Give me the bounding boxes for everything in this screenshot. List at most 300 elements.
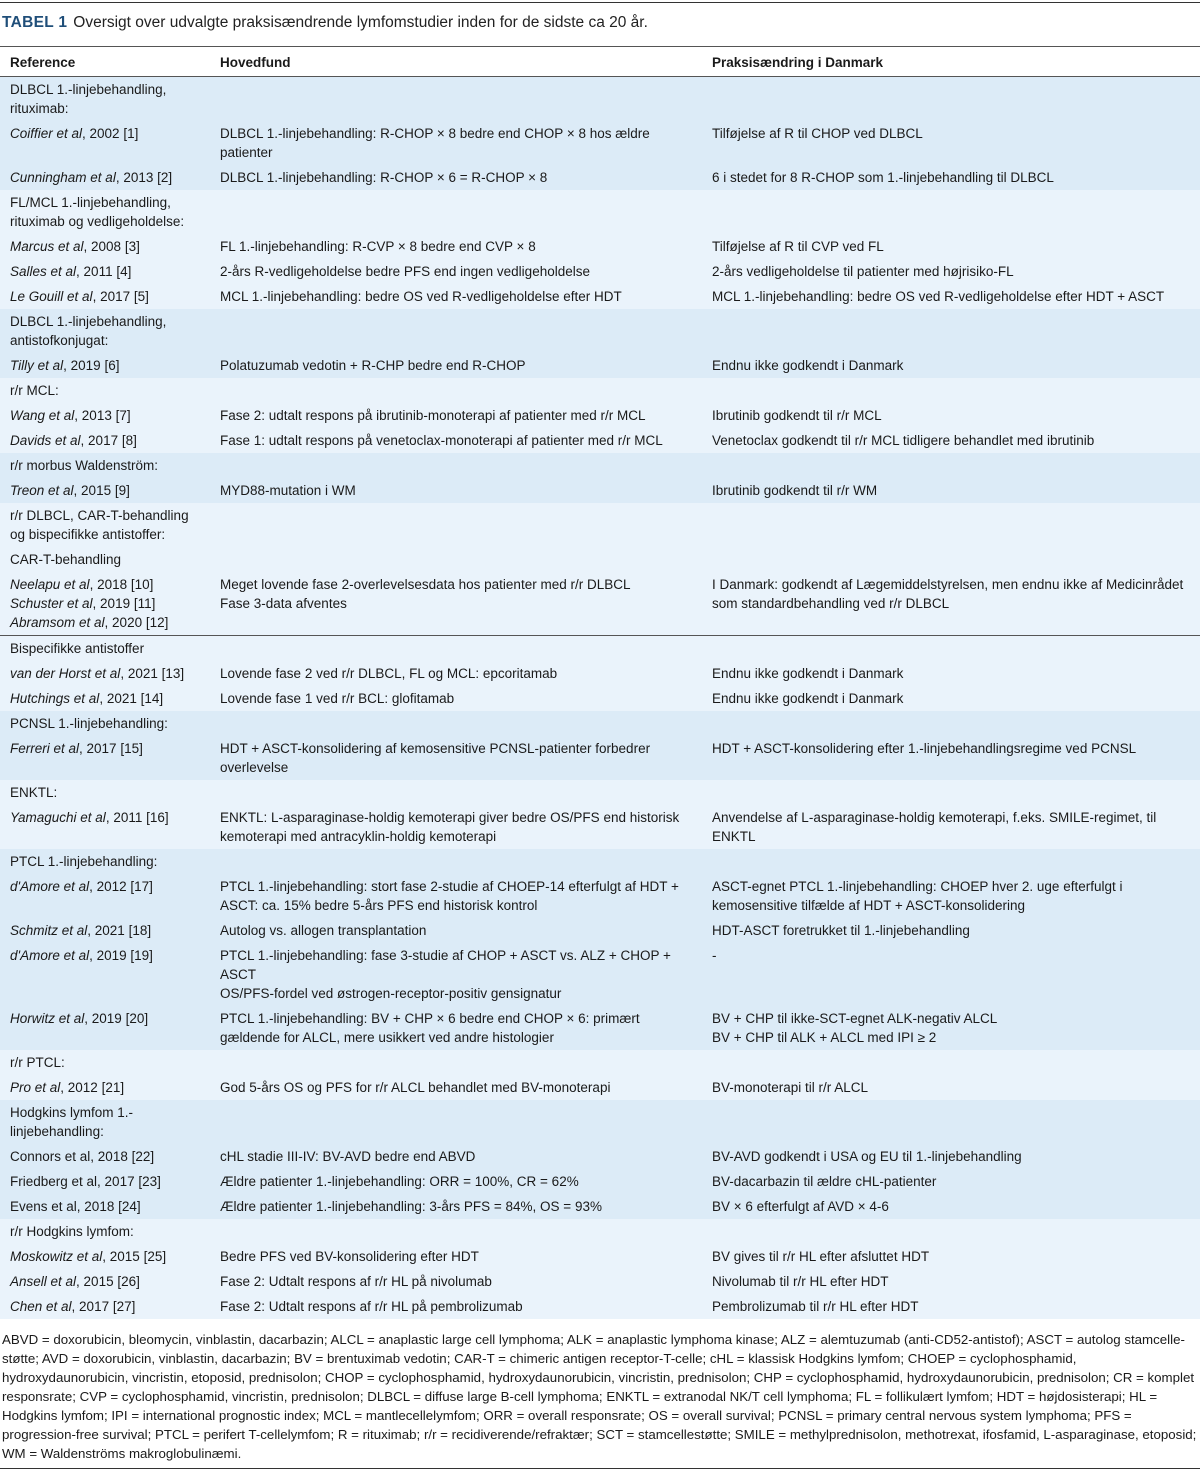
table-row — [0, 1169, 1200, 1194]
table-row — [0, 918, 1200, 943]
reference-author: Connors et al — [10, 1149, 91, 1164]
table-row — [0, 353, 1200, 378]
practice-change-cell — [702, 943, 1200, 1006]
reference-year: , 2013 [7] — [74, 408, 131, 423]
practice-change-cell — [702, 353, 1200, 378]
reference-author: Friedberg et al — [10, 1174, 98, 1189]
finding-cell — [210, 428, 702, 453]
finding-cell — [210, 1006, 702, 1050]
practice-change-cell — [702, 736, 1200, 780]
section-heading-text: CAR-T-behandling — [10, 552, 122, 567]
practice-change-cell — [702, 805, 1200, 849]
reference-cell — [0, 572, 210, 636]
table-row — [0, 1269, 1200, 1294]
practice-change-text: Ibrutinib godkendt til r/r WM — [712, 483, 878, 498]
finding-text: Lovende fase 2 ved r/r DLBCL, FL og MCL: epcoritamab — [220, 666, 558, 681]
finding-text: Bedre PFS ved BV-konsolidering efter HDT — [220, 1249, 479, 1264]
reference — [10, 1297, 200, 1316]
finding-text: God 5-års OS og PFS for r/r ALCL behandlet med BV-monoterapi — [220, 1080, 611, 1095]
bottom-rule — [0, 1468, 1200, 1469]
reference-cell — [0, 661, 210, 686]
practice-change-text: Venetoclax godkendt til r/r MCL tidligere behandlet med ibrutinib — [712, 433, 1095, 448]
empty-cell — [702, 780, 1200, 805]
table-row — [0, 805, 1200, 849]
empty-cell — [702, 636, 1200, 662]
finding-text: Autolog vs. allogen transplantation — [220, 923, 427, 938]
reference-year: , 2019 [19] — [89, 948, 153, 963]
practice-change-cell — [702, 1075, 1200, 1100]
empty-cell — [210, 849, 702, 874]
reference-author: Schmitz et al — [10, 923, 88, 938]
finding-cell — [210, 686, 702, 711]
reference — [10, 575, 200, 594]
practice-change-text: BV × 6 efterfulgt af AVD × 4-6 — [712, 1199, 889, 1214]
abbreviations-footnote: ABVD = doxorubicin, bleomycin, vinblastin, dacarbazin; ALCL = anaplastic large cell lymphoma; ALK = anaplastic lymphoma kinase; ALZ = alemtuzumab (anti-CD52-antistof); ASCT = autolog stamcelle-støtte; AVD = doxorubicin, vinblastin, dacarbazin; BV = brentuximab vedotin; CAR-T = chimeric antigen receptor-T-celle; cHL = klassisk Hodgkins lymfom; CHOEP = cyclophosphamid, hydroxydaunorubicin, vincristin, etoposid, prednisolon; CHOP = cyclophosphamid, hydroxydaunorubicin, vincristin, prednisolon; CHP = cyclophosphamid, hydroxydaunorubicin, prednisolon; CR = komplet responsrate; CVP = cyclophosphamid, vincristin, prednisolon; DLBCL = diffuse large B-cell lymphoma; ENKTL = extranodal NK/T cell lymphoma; FL = follikulært lymfom; HDT = højdosisterapi; HL = Hodgkins lymfom; IPI = international prognostic index; MCL = mantlecellelymfom; ORR = overall responsrate; OS = overall survival; PCNSL = primary central nervous system lymphoma; PFS = progression-free survival; PTCL = perifert T-cellelymfom; R = rituximab; r/r = recidiverende/refraktær; SCT = stamcellestøtte; SMILE = methylprednisolon, methotrexat, ifosfamid, L-asparaginase, etoposid; WM = Waldenströms makroglobulinæmi. — [2, 1332, 1197, 1461]
practice-change-text: HDT + ASCT-konsolidering efter 1.-linjebehandlingsregime ved PCNSL — [712, 741, 1137, 756]
reference-year: , 2021 [18] — [87, 923, 152, 938]
finding-text: Fase 2: Udtalt respons af r/r HL på pembrolizumab — [220, 1299, 523, 1314]
table-row — [0, 1294, 1200, 1319]
practice-change-text: BV-monoterapi til r/r ALCL — [712, 1080, 869, 1095]
finding-cell — [210, 1294, 702, 1319]
finding-text: Fase 2: Udtalt respons af r/r HL på nivolumab — [220, 1274, 492, 1289]
reference-cell — [0, 165, 210, 190]
section-heading — [0, 378, 210, 403]
reference — [10, 921, 200, 940]
finding-text: cHL stadie III-IV: BV-AVD bedre end ABVD — [220, 1149, 476, 1164]
section-heading — [0, 503, 210, 547]
reference-cell — [0, 1075, 210, 1100]
finding-cell — [210, 1075, 702, 1100]
reference-cell — [0, 353, 210, 378]
reference-cell — [0, 1244, 210, 1269]
finding-text: ENKTL: L-asparaginase-holdig kemoterapi giver bedre OS/PFS end historisk kemoterapi med antracyklin-holdig kemoterapi — [220, 810, 680, 844]
table-row — [0, 403, 1200, 428]
empty-cell — [702, 453, 1200, 478]
reference — [10, 406, 200, 425]
reference-cell — [0, 736, 210, 780]
practice-change-text: MCL 1.-linjebehandling: bedre OS ved R-vedligeholdelse efter HDT + ASCT — [712, 289, 1165, 304]
finding-cell — [210, 918, 702, 943]
empty-cell — [210, 547, 702, 572]
reference — [10, 287, 200, 306]
reference-author: Chen et al — [10, 1299, 72, 1314]
finding-text: FL 1.-linjebehandling: R-CVP × 8 bedre end CVP × 8 — [220, 239, 536, 254]
finding-cell — [210, 1244, 702, 1269]
table-row — [0, 284, 1200, 309]
reference-year: , 2021 [14] — [99, 691, 164, 706]
reference-year: , 2017 [5] — [92, 289, 149, 304]
reference — [10, 1197, 200, 1216]
empty-cell — [210, 636, 702, 662]
reference-year: , 2018 [10] — [89, 577, 154, 592]
table-row — [0, 165, 1200, 190]
reference-author: d'Amore et al — [10, 948, 90, 963]
practice-change-text: ASCT-egnet PTCL 1.-linjebehandling: CHOEP hver 2. uge efterfulgt i kemosensitive tilfælde af HDT + ASCT-konsolidering — [712, 879, 1123, 913]
section-heading-text: FL/MCL 1.-linjebehandling, rituximab og vedligeholdelse: — [10, 195, 185, 229]
reference — [10, 124, 200, 143]
empty-cell — [702, 190, 1200, 234]
reference-author: Abramsom et al — [10, 615, 105, 630]
practice-change-cell — [702, 428, 1200, 453]
finding-text: PTCL 1.-linjebehandling: fase 3-studie af CHOP + ASCT vs. ALZ + CHOP + ASCT — [220, 948, 671, 982]
finding-cell — [210, 284, 702, 309]
practice-change-text: Tilføjelse af R til CHOP ved DLBCL — [712, 126, 923, 141]
practice-change-cell — [702, 165, 1200, 190]
practice-change-cell — [702, 121, 1200, 165]
header-praksisaendring: Praksisændring i Danmark — [702, 47, 1200, 77]
finding-cell — [210, 1169, 702, 1194]
reference-year: , 2017 [27] — [71, 1299, 136, 1314]
table-row — [0, 478, 1200, 503]
section-heading-text: PCNSL 1.-linjebehandling: — [10, 716, 168, 731]
section-row — [0, 453, 1200, 478]
practice-change-text: 6 i stedet for 8 R-CHOP som 1.-linjebehandling til DLBCL — [712, 170, 1054, 185]
reference-year: , 2015 [9] — [73, 483, 130, 498]
section-heading-text: r/r MCL: — [10, 383, 59, 398]
reference-cell — [0, 259, 210, 284]
practice-change-text: HDT-ASCT foretrukket til 1.-linjebehandling — [712, 923, 970, 938]
empty-cell — [702, 309, 1200, 353]
reference-author: Ansell et al — [10, 1274, 77, 1289]
header-reference: Reference — [0, 47, 210, 77]
reference-year: , 2017 [8] — [80, 433, 137, 448]
empty-cell — [210, 1100, 702, 1144]
section-heading-text: DLBCL 1.-linjebehandling, antistofkonjugat: — [10, 314, 167, 348]
reference — [10, 262, 200, 281]
empty-cell — [210, 503, 702, 547]
reference-cell — [0, 428, 210, 453]
reference-cell — [0, 403, 210, 428]
finding-text: Ældre patienter 1.-linjebehandling: 3-års PFS = 84%, OS = 93% — [220, 1199, 602, 1214]
table-body — [0, 77, 1200, 1320]
section-row — [0, 547, 1200, 572]
section-heading — [0, 453, 210, 478]
section-heading-text: ENKTL: — [10, 785, 58, 800]
finding-text: Fase 3-data afventes — [220, 596, 347, 611]
reference-cell — [0, 1144, 210, 1169]
practice-change-cell — [702, 284, 1200, 309]
empty-cell — [702, 1100, 1200, 1144]
practice-change-text: Endnu ikke godkendt i Danmark — [712, 691, 904, 706]
empty-cell — [210, 453, 702, 478]
section-heading — [0, 849, 210, 874]
reference-author: Evens et al — [10, 1199, 77, 1214]
reference — [10, 1078, 200, 1097]
reference-author: Salles et al — [10, 264, 77, 279]
reference-cell — [0, 1269, 210, 1294]
section-row — [0, 309, 1200, 353]
reference-author: Pro et al — [10, 1080, 61, 1095]
table-caption — [2, 14, 648, 32]
empty-cell — [210, 711, 702, 736]
reference-cell — [0, 1194, 210, 1219]
table-row — [0, 1244, 1200, 1269]
table-row — [0, 943, 1200, 1006]
practice-change-text: I Danmark: godkendt af Lægemiddelstyrelsen, men endnu ikke af Medicinrådet som standardbehandling ved r/r DLBCL — [712, 577, 1184, 611]
practice-change-text: Tilføjelse af R til CVP ved FL — [712, 239, 884, 254]
table-label: TABEL 1 — [2, 14, 68, 31]
empty-cell — [210, 378, 702, 403]
reference-cell — [0, 234, 210, 259]
reference — [10, 613, 200, 632]
reference-year: , 2018 [22] — [90, 1149, 155, 1164]
empty-cell — [210, 309, 702, 353]
reference — [10, 1172, 200, 1191]
finding-cell — [210, 165, 702, 190]
reference-year: , 2017 [23] — [97, 1174, 161, 1189]
practice-change-cell — [702, 1006, 1200, 1050]
section-row — [0, 1100, 1200, 1144]
reference — [10, 689, 200, 708]
empty-cell — [702, 503, 1200, 547]
finding-text: Fase 1: udtalt respons på venetoclax-monoterapi af patienter med r/r MCL — [220, 433, 663, 448]
reference-year: , 2015 [26] — [76, 1274, 140, 1289]
finding-text: MCL 1.-linjebehandling: bedre OS ved R-vedligeholdelse efter HDT — [220, 289, 622, 304]
reference-author: d'Amore et al — [10, 879, 90, 894]
section-heading — [0, 1050, 210, 1075]
finding-text: OS/PFS-fordel ved østrogen-receptor-positiv gensignatur — [220, 986, 562, 1001]
reference — [10, 594, 200, 613]
practice-change-cell — [702, 918, 1200, 943]
reference-year: , 2011 [4] — [76, 264, 132, 279]
section-heading — [0, 711, 210, 736]
table-row — [0, 1006, 1200, 1050]
practice-change-cell — [702, 874, 1200, 918]
practice-change-cell — [702, 1169, 1200, 1194]
reference-author: Marcus et al — [10, 239, 84, 254]
table-row — [0, 874, 1200, 918]
table-row — [0, 121, 1200, 165]
section-heading — [0, 1100, 210, 1144]
finding-text: Meget lovende fase 2-overlevelsesdata hos patienter med r/r DLBCL — [220, 577, 631, 592]
section-heading — [0, 1219, 210, 1244]
table-row — [0, 1075, 1200, 1100]
header-row — [0, 47, 1200, 77]
reference-year: , 2018 [24] — [76, 1199, 141, 1214]
finding-text: Lovende fase 1 ved r/r BCL: glofitamab — [220, 691, 455, 706]
finding-cell — [210, 943, 702, 1006]
practice-change-text: 2-års vedligeholdelse til patienter med højrisiko-FL — [712, 264, 1014, 279]
reference-author: Coiffier et al — [10, 126, 83, 141]
section-row — [0, 77, 1200, 122]
empty-cell — [210, 77, 702, 122]
section-row — [0, 190, 1200, 234]
practice-change-cell — [702, 661, 1200, 686]
table-row — [0, 686, 1200, 711]
finding-text: Fase 2: udtalt respons på ibrutinib-monoterapi af patienter med r/r MCL — [220, 408, 646, 423]
reference — [10, 1147, 200, 1166]
practice-change-text: Nivolumab til r/r HL efter HDT — [712, 1274, 889, 1289]
practice-change-cell — [702, 1269, 1200, 1294]
reference-author: van der Horst et al — [10, 666, 121, 681]
section-row — [0, 711, 1200, 736]
table-row — [0, 572, 1200, 636]
finding-cell — [210, 1269, 702, 1294]
section-heading-text: r/r morbus Waldenström: — [10, 458, 159, 473]
reference-year: , 2019 [11] — [92, 596, 156, 611]
reference-cell — [0, 121, 210, 165]
reference-author: Tilly et al — [10, 358, 64, 373]
finding-text: Polatuzumab vedotin + R-CHP bedre end R-CHOP — [220, 358, 526, 373]
section-row — [0, 378, 1200, 403]
reference — [10, 1009, 200, 1028]
reference-author: Davids et al — [10, 433, 81, 448]
section-heading-text: Hodgkins lymfom 1.-linjebehandling: — [10, 1105, 134, 1139]
reference-author: Neelapu et al — [10, 577, 90, 592]
finding-cell — [210, 805, 702, 849]
finding-cell — [210, 1194, 702, 1219]
practice-change-text: Endnu ikke godkendt i Danmark — [712, 358, 904, 373]
finding-cell — [210, 478, 702, 503]
reference-author: Wang et al — [10, 408, 75, 423]
top-rule — [0, 2, 1200, 3]
practice-change-cell — [702, 1294, 1200, 1319]
reference-cell — [0, 943, 210, 1006]
reference-cell — [0, 1006, 210, 1050]
finding-cell — [210, 572, 702, 636]
reference-year: , 2011 [16] — [105, 810, 169, 825]
reference-year: , 2012 [17] — [89, 879, 153, 894]
reference-author: Treon et al — [10, 483, 74, 498]
reference — [10, 808, 200, 827]
finding-text: PTCL 1.-linjebehandling: stort fase 2-studie af CHOEP-14 efterfulgt af HDT + ASCT: ca. 15% bedre 5-års PFS end historisk kontrol — [220, 879, 679, 913]
section-heading — [0, 190, 210, 234]
reference-year: , 2021 [13] — [120, 666, 185, 681]
table-row — [0, 428, 1200, 453]
finding-text: DLBCL 1.-linjebehandling: R-CHOP × 8 bedre end CHOP × 8 hos ældre patienter — [220, 126, 650, 160]
empty-cell — [702, 77, 1200, 122]
reference-cell — [0, 805, 210, 849]
section-heading-text: Bispecifikke antistoffer — [10, 641, 145, 656]
reference-year: , 2015 [25] — [102, 1249, 167, 1264]
reference-year: , 2013 [2] — [115, 170, 173, 185]
reference — [10, 1247, 200, 1266]
reference-cell — [0, 918, 210, 943]
reference-author: Schuster et al — [10, 596, 93, 611]
reference — [10, 356, 200, 375]
header-hovedfund: Hovedfund — [210, 47, 702, 77]
practice-change-text: - — [712, 948, 717, 963]
section-heading-text: r/r Hodgkins lymfom: — [10, 1224, 134, 1239]
reference — [10, 739, 200, 758]
section-heading-text: PTCL 1.-linjebehandling: — [10, 854, 158, 869]
section-heading — [0, 309, 210, 353]
table-row — [0, 661, 1200, 686]
reference-author: Cunningham et al — [10, 170, 116, 185]
reference — [10, 237, 200, 256]
finding-cell — [210, 874, 702, 918]
practice-change-text: BV + CHP til ikke-SCT-egnet ALK-negativ ALCL — [712, 1011, 998, 1026]
reference-cell — [0, 1294, 210, 1319]
practice-change-cell — [702, 1244, 1200, 1269]
reference-author: Yamaguchi et al — [10, 810, 106, 825]
reference-cell — [0, 478, 210, 503]
reference — [10, 664, 200, 683]
reference-author: Moskowitz et al — [10, 1249, 103, 1264]
table-row — [0, 736, 1200, 780]
reference-author: Horwitz et al — [10, 1011, 85, 1026]
finding-cell — [210, 121, 702, 165]
practice-change-cell — [702, 572, 1200, 636]
section-row — [0, 1219, 1200, 1244]
empty-cell — [702, 1219, 1200, 1244]
studies-table — [0, 46, 1200, 1319]
reference-year: , 2017 [15] — [79, 741, 143, 756]
section-heading-text: DLBCL 1.-linjebehandling, rituximab: — [10, 82, 167, 116]
reference-year: , 2012 [21] — [60, 1080, 125, 1095]
finding-cell — [210, 259, 702, 284]
reference — [10, 946, 200, 965]
reference — [10, 481, 200, 500]
finding-cell — [210, 234, 702, 259]
empty-cell — [702, 547, 1200, 572]
reference-author: Hutchings et al — [10, 691, 100, 706]
finding-text: PTCL 1.-linjebehandling: BV + CHP × 6 bedre end CHOP × 6: primært gældende for ALCL, mere usikkert ved andre histologier — [220, 1011, 640, 1045]
table-row — [0, 259, 1200, 284]
practice-change-cell — [702, 1194, 1200, 1219]
practice-change-cell — [702, 403, 1200, 428]
empty-cell — [210, 1219, 702, 1244]
practice-change-text: Endnu ikke godkendt i Danmark — [712, 666, 904, 681]
section-row — [0, 503, 1200, 547]
reference-cell — [0, 1169, 210, 1194]
section-heading — [0, 547, 210, 572]
reference-year: , 2008 [3] — [83, 239, 140, 254]
table-row — [0, 1144, 1200, 1169]
section-heading — [0, 636, 210, 662]
section-heading — [0, 780, 210, 805]
section-heading — [0, 77, 210, 122]
finding-cell — [210, 403, 702, 428]
section-heading-text: r/r DLBCL, CAR-T-behandling og bispecifikke antistoffer: — [10, 508, 189, 542]
empty-cell — [702, 849, 1200, 874]
finding-text: DLBCL 1.-linjebehandling: R-CHOP × 6 = R-CHOP × 8 — [220, 170, 548, 185]
empty-cell — [210, 1050, 702, 1075]
reference — [10, 1272, 200, 1291]
finding-text: HDT + ASCT-konsolidering af kemosensitive PCNSL-patienter forbedrer overlevelse — [220, 741, 651, 775]
practice-change-text: Ibrutinib godkendt til r/r MCL — [712, 408, 882, 423]
practice-change-text: BV-AVD godkendt i USA og EU til 1.-linjebehandling — [712, 1149, 1022, 1164]
finding-cell — [210, 1144, 702, 1169]
practice-change-text: BV + CHP til ALK + ALCL med IPI ≥ 2 — [712, 1030, 937, 1045]
practice-change-cell — [702, 259, 1200, 284]
empty-cell — [702, 711, 1200, 736]
reference — [10, 877, 200, 896]
section-row — [0, 1050, 1200, 1075]
practice-change-cell — [702, 686, 1200, 711]
empty-cell — [702, 378, 1200, 403]
reference-year: , 2020 [12] — [104, 615, 169, 630]
finding-text: 2-års R-vedligeholdelse bedre PFS end ingen vedligeholdelse — [220, 264, 590, 279]
section-row — [0, 849, 1200, 874]
reference — [10, 168, 200, 187]
practice-change-text: BV gives til r/r HL efter afsluttet HDT — [712, 1249, 930, 1264]
reference-cell — [0, 874, 210, 918]
table-row — [0, 234, 1200, 259]
practice-change-cell — [702, 234, 1200, 259]
reference-author: Le Gouill et al — [10, 289, 93, 304]
finding-cell — [210, 353, 702, 378]
practice-change-text: Anvendelse af L-asparaginase-holdig kemoterapi, f.eks. SMILE-regimet, til ENKTL — [712, 810, 1157, 844]
empty-cell — [702, 1050, 1200, 1075]
empty-cell — [210, 780, 702, 805]
empty-cell — [210, 190, 702, 234]
reference-year: , 2019 [20] — [84, 1011, 149, 1026]
section-row — [0, 636, 1200, 662]
finding-text: MYD88-mutation i WM — [220, 483, 356, 498]
table-title: Oversigt over udvalgte praksisændrende lymfomstudier inden for de sidste ca 20 år. — [73, 14, 648, 31]
